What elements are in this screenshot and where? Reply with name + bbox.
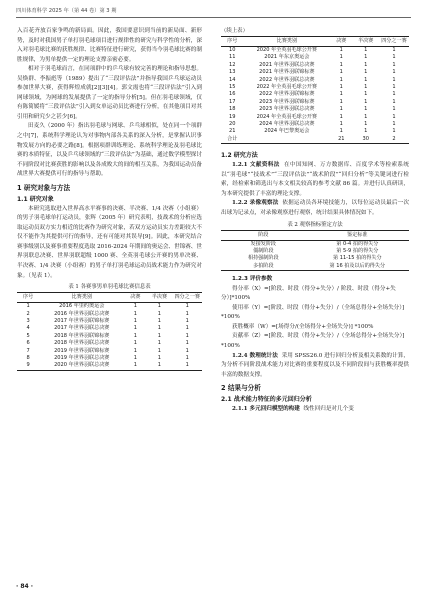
table-cell: 1 [133,317,138,324]
table-cell: 1 [185,325,189,332]
table-cell: 2021 年世界羽联总决赛 [259,61,315,68]
table-header: 半决赛 [353,37,379,47]
paragraph-intro: 入百花齐放百家争鸣的新局面。因此，我国要意识到当前的新局面、新形势，及时对我国男子单打羽毛球项目进行规律性的研究与科学性的分析，深入对羽毛球比赛的获胜规律、比赛特征进行研究，获得当今羽毛球比赛的制胜规律，为男单提供一定的理论支撑亲密必要。 [17,28,202,63]
table-row [221,69,409,76]
table-cell: 2024 年巴黎奥运会 [264,128,310,135]
table-cell: 1 [392,61,396,68]
table-cell: 1 [133,340,138,347]
table-cell: 1 [339,98,343,105]
table-cell: 1 [392,84,396,91]
table-cell: 1 [339,84,343,91]
table-cell: 3 [26,317,30,324]
table-cell: 1 [133,310,138,317]
table-row [221,91,409,98]
table-header: 决赛 [330,37,353,47]
table-cell: 1 [172,362,202,370]
table-cell: 17 [229,98,236,105]
table-cell: 5 [26,332,30,339]
table-row [221,54,409,61]
table-cell: 1 [124,362,146,370]
method-literature [221,161,409,199]
method-label: 1.2.1 文献资料法 [232,162,280,169]
table-cell: 1 [185,303,189,310]
table-header: 四分之一赛 [172,293,202,303]
table-header: 阶段 [221,230,306,240]
table-cell: 1 [364,61,368,68]
table-header: 鉴定标准 [306,230,409,240]
table-cell: 7 [26,347,30,354]
table-cell: 相持强制阶段 [248,255,279,262]
table1-caption: 表 1 各赛事男单羽毛球比赛信息表 [68,284,151,291]
table-cell: 2024 年全英羽毛球公开赛 [256,113,317,120]
table-cell: 1 [157,347,162,354]
table-cell: 1 [185,354,189,361]
table-cell: 1 [157,354,162,361]
table-cell: 1 [157,340,162,347]
method-statistics [221,352,409,381]
table-cell: 1 [26,303,30,310]
table-cell: 4 [26,325,30,332]
table-cell: 1 [392,69,396,76]
formula-usage-rate: 使用率（Y）=[阶段、时段（得分+失分）/（全场总得分+全场失分）] *100% [221,304,405,321]
table-header: 序号 [17,293,39,303]
table-row [17,318,202,325]
table-row [221,255,409,262]
table-cell: 1 [364,106,368,113]
table2-header-row [221,230,409,240]
table-cell: 30 [353,136,379,144]
table-cell: 20 [229,121,236,128]
paragraph-subjects: 本研究选取进入世界高水平赛事的决赛、半决赛、1/4 决赛（小组赛）的男子羽毛球单打运动员，张辉（2005 年）研究表明，技战术的分析应选取运动员双方实力相近的比赛作为研究对象，若双方运动员实力差距较大不仅不能作为其提供可行的指导，还有可能对其误导[9]。因此，本研究结合赛事级别以及赛事重要程度选取 2016-2024 年期间的奥运会、世锦赛、世界羽联总决赛、世界羽联超级 1000 赛、全英羽毛球公开赛的男单决赛、半决赛、1/4 决赛（小组赛）的男子单打羽毛球运动员战术能力作为研究对象。（见表 1）。 [17,205,202,279]
table-cell: 1 [339,69,343,76]
table-cell: 发接发阶段 [250,240,277,247]
method-label: 1.2.4 数理统计法 [232,352,278,359]
table-cell: 9 [17,362,39,370]
method-label: 2.1.1 多元回归模型的构建 [232,406,300,413]
table-cell: 2017 年世界羽联总决赛 [54,325,110,332]
table-cell: 1 [157,332,162,339]
paragraph-table-tennis: 相对于羽毛球而言，在同项群中的乒乓球有较完善的理论和指导思想。吴焕群、李振彪等（1989）提出了“三段评估法”并指导我国乒乓球运动员参加世界大赛，获得辉煌成就[2][3][4]。郭文霞也将“三段评估法”引入到网球领域，为网球的发展提供了一定的指导分析[5]。但在羽毛球领域，仅有陈简媛将“三段评估法”引入到女单运动员比赛进行分析，在其他项目对其引用和研究少之甚少[6]。 [17,66,202,120]
table-cell: 第 16 拍及以后的得失分 [306,263,409,271]
table-cell: 14 [229,76,236,83]
running-header: 四川体育科学 2025 年（第 44 卷）第 3 期 [16,8,117,14]
table-cell: 1 [339,76,343,83]
table-cell: 8 [26,354,30,361]
table-cell: 1 [146,362,172,370]
table-cell: 1 [339,113,343,120]
method-video [221,199,409,218]
table-row [221,62,409,69]
table-cell: 第 5-9 拍的得失分 [336,247,379,254]
table-cell: 1 [364,121,368,128]
table-cell: 1 [157,325,162,332]
table-cell: 1 [339,128,343,135]
table-row [17,355,202,362]
table-row [17,340,202,347]
table-cell: 1 [364,69,368,76]
section-heading-2-1: 2.1 战术能力特征的多元回归分析 [221,396,312,404]
table-row [17,362,202,370]
table-cell: 1 [339,91,343,98]
table-cell: 1 [364,113,368,120]
table-header: 半决赛 [146,293,172,303]
table-cell: 1 [133,332,138,339]
table-cell: 10 [229,47,236,53]
table-header: 比赛类别 [244,37,330,47]
table-row [221,106,409,113]
formula-win-probability: 获胜概率（W）=[场得分/(全场得分+全场失分)] *100% [232,323,374,330]
table-row [221,136,409,144]
table1-continued-caption: （续上表） [221,28,248,34]
header-rule [16,17,411,18]
table2 [221,230,409,272]
table-cell: 16 [229,91,236,98]
table-cell: 19 [229,113,236,120]
table-row [17,311,202,318]
table-cell: 18 [229,106,236,113]
table-cell: 2018 年世界羽联锦标赛 [54,332,110,339]
table-row [17,325,202,332]
table-cell: 1 [364,128,368,135]
table-cell: 1 [364,76,368,83]
table-cell: 2016 年世界羽联总决赛 [54,310,110,317]
right-column [221,27,409,415]
table-cell: 1 [339,54,343,61]
regression-model [221,405,409,415]
table-cell: 1 [392,98,396,105]
table-row [221,128,409,135]
left-column [17,27,202,371]
table-header: 四分之一赛 [379,37,409,47]
table-cell: 2022 年世界羽联锦标赛 [259,91,315,98]
table-cell: 1 [392,91,396,98]
table-cell: 合计 [221,136,244,144]
page-number: · 84 · [16,583,34,590]
table-cell: 2019 年世界羽联总决赛 [54,354,110,361]
table-cell: 1 [364,98,368,105]
table-cell: 1 [364,47,368,53]
table-cell: 21 [229,128,236,135]
table-cell: 21 [330,136,353,144]
section-heading-1: 1 研究对象与方法 [17,183,71,192]
table1-cont-header-row [221,37,409,47]
section-heading-1-1: 1.1 研究对象 [17,195,54,203]
table-cell: 1 [339,61,343,68]
table-cell: 1 [392,128,396,135]
table-cell: 1 [157,317,162,324]
table-cell: 第 0-4 拍的得失分 [336,240,379,247]
table-cell: 多拍阶段 [221,263,306,271]
table-cell: 1 [133,303,138,310]
table-cell: 1 [133,354,138,361]
table-cell: 2023 年世界羽联锦标赛 [259,98,315,105]
table-cell: 2019 年世界羽联锦标赛 [54,347,110,354]
section-heading-1-2: 1.2 研究方法 [221,152,258,160]
table-row [221,114,409,121]
table-cell: 2022 年全英羽毛球公开赛 [256,84,317,91]
table-row [17,333,202,340]
table-cell: 2021 年世界羽联锦标赛 [259,69,315,76]
table-cell: 2 [26,310,30,317]
table-cell: 1 [185,347,189,354]
table-cell: 1 [392,47,396,53]
table-cell: 1 [392,121,396,128]
table-cell: 1 [392,54,396,61]
table-cell: 1 [392,113,396,120]
method-parameters-heading [221,275,409,285]
formula-contribution-rate: 贡献率（Z）=[阶段、时段（得分+失分）/（全场总得分+全场失分）] *100% [221,333,405,350]
table-cell: 1 [392,76,396,83]
table1 [17,292,202,371]
table-cell: 11 [229,54,236,61]
table1-header-row [17,293,202,303]
method-text: 依据运动员各环境技能力，以每位运动员最后一次出球为记录点，对录像观察进行观察，统计结果具体情况如下。 [221,200,409,217]
table-header: 决赛 [124,293,146,303]
table-header: 序号 [221,37,244,47]
table-cell: 2022 年世界羽联总决赛 [259,76,315,83]
method-label: 1.2.2 录像观察法 [232,200,279,207]
table-cell: 1 [364,91,368,98]
table-cell: 1 [185,317,189,324]
table-row [221,47,409,55]
table-cell: 僵制阶段 [253,247,274,254]
table-cell: 1 [133,325,138,332]
table-cell: 2023 年世界羽联总决赛 [259,106,315,113]
paragraph-theory: 田麦久（2000 年）指出羽毛球与网球、乒乓球相似，处在同一个项群之中[7]，系统科学理论认为对事物内部各关系的深入分析，是掌握认识事物发展方向的必要之路[8]。根据项群训练理论、系统科学理论及羽毛球比赛的本质特征，以及乒乓球领域的“三段评估法”为基础，通过数学模型探讨不同阶段对比赛获胜的影响以及各成败大的间的相互关系，为我国运动员备战世界大赛提供可行的指导与帮助。 [17,123,202,178]
table-cell: 12 [229,61,236,68]
method-text: 采用 SPSS26.0 进行回归分析及相关系数的计算，为分析不同阶段战术能力对比赛的重要程度以及不同阶段间与获胜概率提供丰富的数据支撑。 [221,352,409,378]
table-row [221,77,409,84]
table-row [221,240,409,248]
table-row [221,263,409,271]
table-row [17,303,202,311]
table-cell: 1 [133,347,138,354]
table-row [221,99,409,106]
table-cell: 1 [364,54,368,61]
table-cell: 2 [379,136,409,144]
table-cell [244,136,330,144]
table-cell: 2024 年世界羽联总决赛 [259,121,315,128]
formula-score-rate: 得分率（X）=[阶段、时段（得分+失分）/ 阶段、时段（得分+失分）]*100% [221,285,396,302]
method-label: 1.2.3 评价参数 [232,276,273,283]
table-cell: 1 [339,47,343,53]
table-cell: 2020 年世界羽联总决赛 [39,362,124,370]
table-cell: 1 [157,303,162,310]
table-cell: 15 [229,84,236,91]
table-row [17,348,202,355]
table2-caption: 表 2 观察指标鉴定方法 [287,221,343,228]
table1-continued [221,36,409,144]
table-cell: 1 [364,84,368,91]
table-cell: 2016 年里约奥运会 [59,303,105,310]
table-header: 比赛类别 [39,293,124,303]
section-heading-2: 2 结果与分析 [221,384,261,393]
table-cell: 2020 年全英羽毛球公开赛 [256,47,317,53]
method-text: 在中国知网、万方数据库、百度学术等检索系统以“羽毛球”“技战术”“三段评估法”“战术阶段”“回归分析”等关键词进行检索，经检索和筛选出与本文相关较高的参考文献 86 篇。并进行认真研读，为本研究提供了丰富的理论支撑。 [221,162,409,197]
table-row [221,121,409,128]
table-cell: 1 [339,121,343,128]
table-cell: 13 [229,69,236,76]
table-cell: 1 [392,106,396,113]
table-cell: 1 [339,106,343,113]
table-cell: 第 11-15 拍的得失分 [332,255,382,262]
table-cell: 1 [185,332,189,339]
table-cell: 1 [185,340,189,347]
table-cell: 6 [26,340,30,347]
table-cell: 1 [185,310,189,317]
table-cell: 2017 年世界羽联锦标赛 [54,317,110,324]
table-cell: 2018 年世界羽联总决赛 [54,340,110,347]
table-cell: 2021 年东京奥运会 [264,54,310,61]
method-text: 线性回归是对几个变 [303,406,354,413]
table-row [221,84,409,91]
table-cell: 1 [157,310,162,317]
